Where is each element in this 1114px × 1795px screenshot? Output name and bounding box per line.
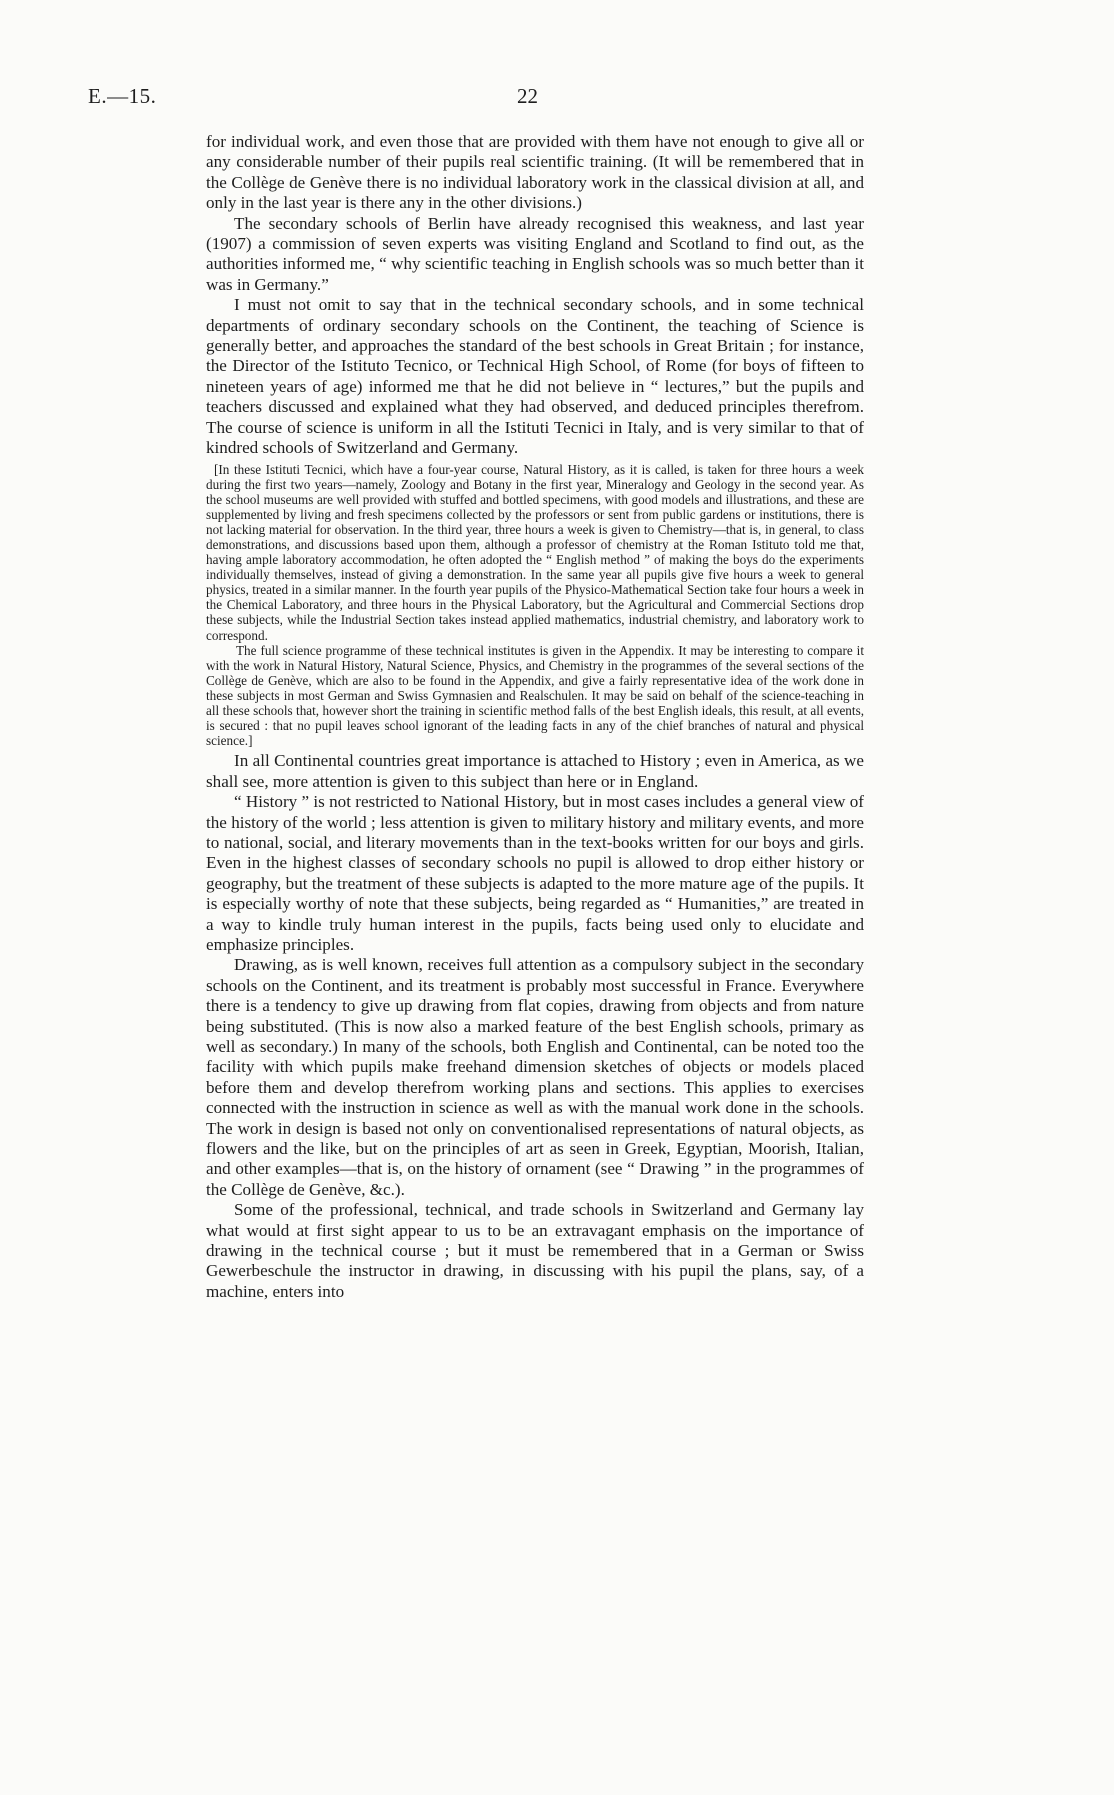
note-paragraph-science-programme: The full science programme of these technical institutes is given in the Appendix. It may be interesting to compare it with the work in Natural History, Natural Science, Physics, and Chemistry in the programmes of the several sections of the Collège de Genève, which are also to be found in the Appendix, and give a fairly representative idea of the work done in these subjects in most German and Swiss Gymnasien and Realschulen. It may be said on behalf of the science-teaching in all these schools that, however short the training in scientific method falls of the best English ideals, this result, at all events, is secured : that no pupil leaves school ignorant of the leading facts in any of the chief branches of natural and physical science.]	[206, 642, 864, 749]
paragraph-trade-schools: Some of the professional, technical, and trade schools in Switzerland and Germany lay what would at first sight appear to us to be an extravagant emphasis on the importance of drawing in the technical course ; but it must be remembered that in a German or Swiss Gewerbeschule the instructor in drawing, in discussing with his pupil the plans, say, of a machine, enters into	[206, 1200, 864, 1301]
document-code: E.—15.	[88, 84, 157, 108]
page-body	[206, 132, 864, 1302]
paragraph-technical-schools: I must not omit to say that in the technical secondary schools, and in some technical departments of ordinary secondary schools on the Continent, the teaching of Science is generally better, and approaches the standard of the best schools in Great Britain ; for instance, the Director of the Istituto Tecnico, or Technical High School, of Rome (for boys of fifteen to nineteen years of age) informed me that he did not believe in “ lectures,” but the pupils and teachers discussed and explained what they had observed, and deduced principles therefrom. The course of science is uniform in all the Istituti Tecnici in Italy, and is very similar to that of kindred schools of Switzerland and Germany.	[206, 295, 864, 458]
paragraph-laboratory-work: for individual work, and even those that are provided with them have not enough to give all or any considerable number of their pupils real scientific training. (It will be remembered that in the Collège de Genève there is no individual laboratory work in the classical division at all, and only in the last year is there any in the other divisions.)	[206, 132, 864, 213]
paragraph-drawing: Drawing, as is well known, receives full attention as a compulsory subject in the secondary schools on the Continent, and its treatment is probably most successful in France. Everywhere there is a tendency to give up drawing from flat copies, drawing from objects and from nature being substituted. (This is now also a marked feature of the best English schools, primary as well as secondary.) In many of the schools, both English and Continental, can be noted too the facility with which pupils make freehand dimension sketches of objects or models placed before them and develop therefrom working plans and sections. This applies to exercises connected with the instruction in science as well as with the manual work done in the schools. The work in design is based not only on conventionalised representations of natural objects, as flowers and the like, but on the principles of art as seen in Greek, Egyptian, Moorish, Italian, and other examples—that is, on the history of ornament (see “ Drawing ” in the programmes of the Collège de Genève, &c.).	[206, 955, 864, 1199]
bracketed-note	[206, 462, 864, 749]
paragraph-history-importance: In all Continental countries great importance is attached to History ; even in America, as we shall see, more attention is given to this subject than here or in England.	[206, 751, 864, 791]
paragraph-history-scope: “ History ” is not restricted to National History, but in most cases includes a general view of the history of the world ; less attention is given to military history and military events, and more to national, social, and literary movements than in the text-books written for our boys and girls. Even in the highest classes of secondary schools no pupil is allowed to drop either history or geography, but the treatment of these subjects is adapted to the more mature age of the pupils. It is especially worthy of note that these subjects, being regarded as “ Humanities,” are treated in a way to kindle truly human interest in the pupils, facts being used only to elucidate and emphasize principles.	[206, 792, 864, 954]
note-paragraph-istituti-tecnici: [In these Istituti Tecnici, which have a four-year course, Natural History, as it is called, is taken for three hours a week during the first two years—namely, Zoology and Botany in the first year, Mineralogy and Geology in the second year. As the school museums are well provided with stuffed and bottled specimens, with good models and illustrations, and these are supplemented by living and fresh specimens collected by the professors or sent from public gardens or institutions, there is not lacking material for observation. In the third year, three hours a week is given to Chemistry—that is, in general, to class demonstrations, and discussions based upon them, although a professor of chemistry at the Roman Istituto told me that, having ample laboratory accommodation, he often adopted the “ English method ” of making the boys do the experiments individually themselves, instead of giving a demonstration. In the same year all pupils give five hours a week to general physics, treated in a similar manner. In the fourth year pupils of the Physico-Mathematical Section take four hours a week in the Chemical Laboratory, and three hours in the Physical Laboratory, but the Agricultural and Commercial Sections drop these subjects, while the Industrial Section takes instead applied mathematics, industrial chemistry, and laboratory work to correspond.	[206, 461, 864, 643]
paragraph-berlin-commission: The secondary schools of Berlin have already recognised this weakness, and last year (1907) a commission of seven experts was visiting England and Scotland to find out, as the authorities informed me, “ why scientific teaching in English schools was so much better than it was in Germany.”	[206, 213, 864, 294]
page-number: 22	[517, 84, 538, 108]
